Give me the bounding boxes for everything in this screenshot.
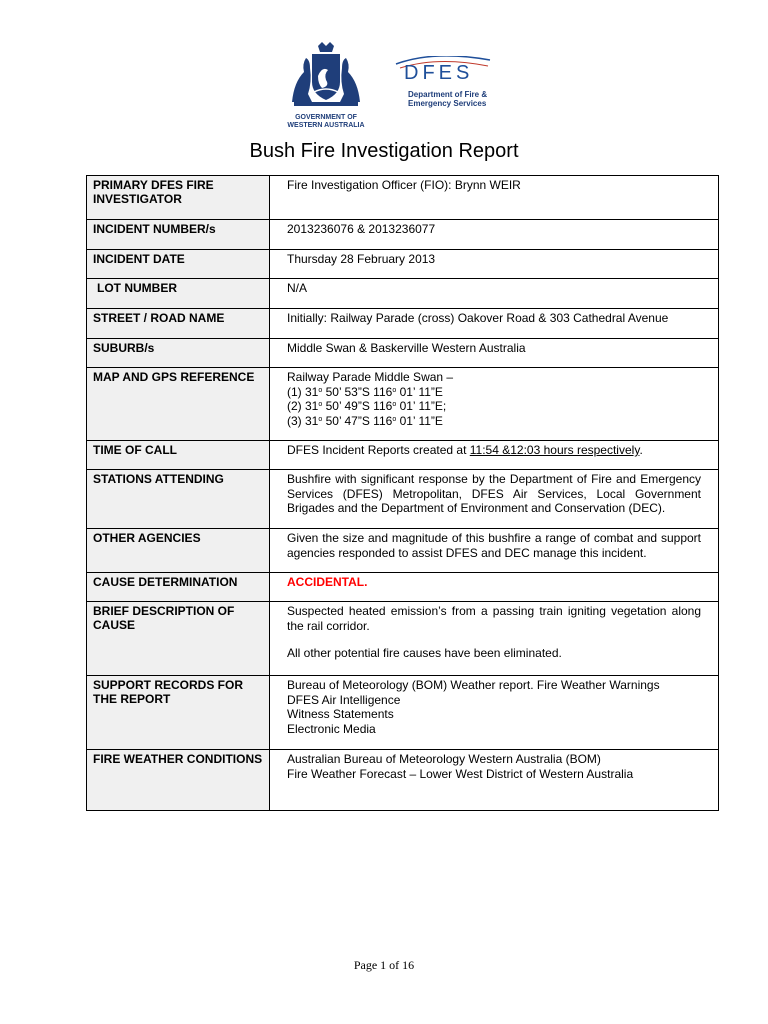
cause-value: ACCIDENTAL. [287, 575, 368, 589]
row-value: Fire Investigation Officer (FIO): Brynn WEIR [270, 176, 719, 220]
row-suburb [87, 339, 719, 368]
list-item: Witness Statements [287, 707, 394, 721]
row-value: N/A [270, 279, 719, 309]
dfes-wordmark: DFES [404, 62, 474, 84]
list-item: Fire Weather Forecast – Lower West District of Western Australia [287, 766, 634, 781]
row-value: Middle Swan & Baskerville Western Australia [270, 339, 719, 368]
row-value: Initially: Railway Parade (cross) Oakover Road & 303 Cathedral Avenue [270, 309, 719, 339]
row-value: 2013236076 & 2013236077 [270, 220, 719, 250]
row-label: SUBURB/s [87, 339, 270, 368]
row-lot-number [87, 279, 719, 309]
row-label: INCIDENT NUMBER/s [87, 220, 270, 250]
row-value: DFES Incident Reports created at 11:54 &12:03 hours respectively. [270, 441, 719, 470]
row-value: Bushfire with significant response by the Department of Fire and Emergency Services (DFES) Metropolitan, DFES Air Services, Local Government Brigades and the Department of Environment and Conservation (DEC). [270, 470, 719, 529]
row-time-of-call [87, 441, 719, 470]
row-label: MAP AND GPS REFERENCE [87, 368, 270, 441]
row-value [270, 750, 719, 811]
row-value [270, 368, 719, 441]
wa-logo-text: GOVERNMENT OF WESTERN AUSTRALIA [287, 114, 365, 129]
row-fire-weather [87, 750, 719, 811]
row-support-records [87, 676, 719, 750]
row-label: LOT NUMBER [87, 279, 270, 309]
list-item: DFES Air Intelligence [287, 692, 401, 707]
row-map-gps [87, 368, 719, 441]
list-item: Bureau of Meteorology (BOM) Weather report. Fire Weather Warnings [287, 678, 660, 692]
row-label: BRIEF DESCRIPTION OF CAUSE [87, 602, 270, 676]
row-stations [87, 470, 719, 529]
row-value: Suspected heated emission’s from a passing train igniting vegetation along the rail corridor. All other potential fire causes have been eliminated. [270, 602, 719, 676]
row-label: OTHER AGENCIES [87, 529, 270, 573]
gps-coordinate-1: (1) 31$^o$ 50’ 53”S 116$^o$ 01’ 11”E [287, 384, 443, 399]
row-street [87, 309, 719, 339]
row-label: SUPPORT RECORDS FOR THE REPORT [87, 676, 270, 750]
row-label: FIRE WEATHER CONDITIONS [87, 750, 270, 811]
row-label: STATIONS ATTENDING [87, 470, 270, 529]
row-value: Thursday 28 February 2013 [270, 250, 719, 279]
row-value: Given the size and magnitude of this bushfire a range of combat and support agencies responded to assist DFES and DEC manage this incident. [270, 529, 719, 573]
page-number: Page 1 of 16 [353, 958, 415, 972]
report-title: Bush Fire Investigation Report [249, 140, 519, 162]
coat-of-arms-icon [278, 42, 374, 114]
map-line: Railway Parade Middle Swan – [287, 370, 454, 384]
row-incident-number [87, 220, 719, 250]
row-investigator [87, 176, 719, 220]
list-item: Electronic Media [287, 721, 376, 736]
row-label: INCIDENT DATE [87, 250, 270, 279]
gps-coordinate-3: (3) 31$^o$ 50’ 47”S 116$^o$ 01’ 11”E [287, 413, 443, 428]
row-label: STREET / ROAD NAME [87, 309, 270, 339]
row-incident-date [87, 250, 719, 279]
row-value [270, 676, 719, 750]
dfes-logo [394, 56, 498, 116]
wa-government-logo [278, 42, 374, 134]
row-label: CAUSE DETERMINATION [87, 573, 270, 602]
report-table [86, 175, 719, 811]
row-other-agencies [87, 529, 719, 573]
list-item: Australian Bureau of Meteorology Western Australia (BOM) [287, 752, 601, 766]
row-cause-determination [87, 573, 719, 602]
row-brief-description [87, 602, 719, 676]
row-value [270, 573, 719, 602]
dfes-department-text: Department of Fire & Emergency Services [408, 90, 488, 108]
row-label: TIME OF CALL [87, 441, 270, 470]
gps-coordinate-2: (2) 31$^o$ 50’ 49”S 116$^o$ 01’ 11”E; [287, 399, 447, 413]
header-logos [278, 42, 498, 134]
row-label: PRIMARY DFES FIRE INVESTIGATOR [87, 176, 270, 220]
